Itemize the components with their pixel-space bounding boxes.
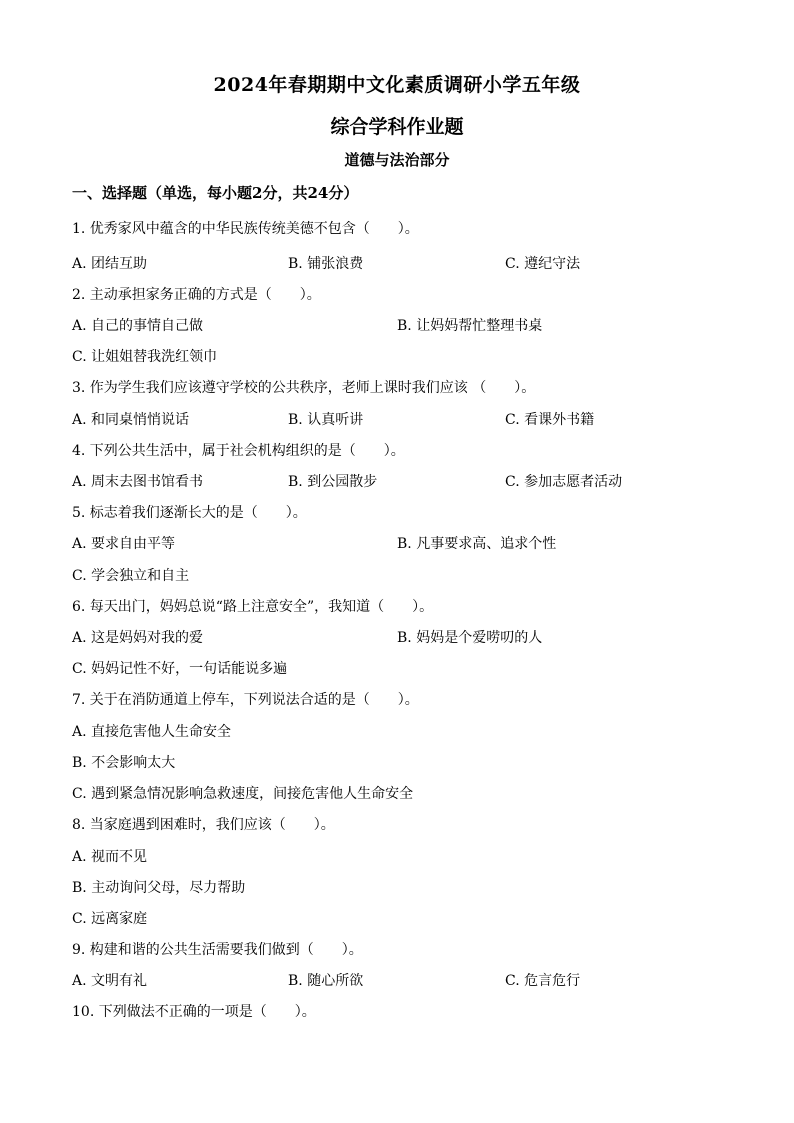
- option-a[interactable]: A. 周末去图书馆看书: [72, 474, 204, 490]
- option-a[interactable]: A. 文明有礼: [72, 973, 148, 989]
- option-a[interactable]: A. 和同桌悄悄说话: [72, 412, 190, 428]
- option-a[interactable]: A. 直接危害他人生命安全: [72, 724, 232, 740]
- option-b[interactable]: B. 妈妈是个爱唠叨的人: [397, 630, 543, 646]
- options-row: [72, 627, 672, 649]
- page-subtitle: 综合学科作业题: [330, 116, 464, 138]
- option-b[interactable]: B. 主动询问父母，尽力帮助: [72, 880, 246, 896]
- option-b[interactable]: B. 铺张浪费: [288, 256, 364, 272]
- subject-heading: 道德与法治部分: [344, 151, 450, 169]
- option-c[interactable]: C. 参加志愿者活动: [505, 474, 623, 490]
- option-b[interactable]: B. 到公园散步: [288, 474, 378, 490]
- option-b[interactable]: B. 不会影响太大: [72, 755, 176, 771]
- option-a[interactable]: A. 自己的事情自己做: [72, 318, 204, 334]
- option-c[interactable]: C. 远离家庭: [72, 911, 148, 927]
- options-row: [72, 315, 672, 337]
- option-c[interactable]: C. 让姐姐替我洗红领巾: [72, 349, 218, 365]
- option-a[interactable]: A. 这是妈妈对我的爱: [72, 630, 204, 646]
- question-stem: 5. 标志着我们逐渐长大的是（ ）。: [72, 505, 307, 521]
- option-c[interactable]: C. 遵纪守法: [505, 256, 581, 272]
- question-stem: 6. 每天出门，妈妈总说“路上注意安全”，我知道（ ）。: [72, 599, 434, 615]
- question-stem: 8. 当家庭遇到困难时，我们应该（ ）。: [72, 817, 335, 833]
- option-c[interactable]: C. 学会独立和自主: [72, 568, 190, 584]
- option-b[interactable]: B. 认真听讲: [288, 412, 364, 428]
- question-stem: 2. 主动承担家务正确的方式是（ ）。: [72, 287, 321, 303]
- option-b[interactable]: B. 让妈妈帮忙整理书桌: [397, 318, 543, 334]
- question-stem: 9. 构建和谐的公共生活需要我们做到（ ）。: [72, 942, 363, 958]
- options-row: [72, 471, 672, 493]
- question-stem: 3. 作为学生我们应该遵守学校的公共秩序，老师上课时我们应该 （ ）。: [72, 380, 536, 396]
- option-c[interactable]: C. 妈妈记性不好，一句话能说多遍: [72, 661, 288, 677]
- option-a[interactable]: A. 视而不见: [72, 849, 148, 865]
- option-c[interactable]: C. 遇到紧急情况影响急救速度，间接危害他人生命安全: [72, 786, 414, 802]
- option-a[interactable]: A. 要求自由平等: [72, 536, 176, 552]
- question-stem: 7. 关于在消防通道上停车，下列说法合适的是（ ）。: [72, 692, 419, 708]
- option-a[interactable]: A. 团结互助: [72, 256, 148, 272]
- question-stem: 10. 下列做法不正确的一项是（ ）。: [72, 1004, 316, 1020]
- option-b[interactable]: B. 随心所欲: [288, 973, 364, 989]
- section-heading: 一、选择题（单选，每小题2分，共24分）: [72, 184, 359, 202]
- options-row: [72, 970, 672, 992]
- question-stem: 4. 下列公共生活中，属于社会机构组织的是（ ）。: [72, 443, 405, 459]
- option-c[interactable]: C. 危言危行: [505, 973, 581, 989]
- options-row: [72, 533, 672, 555]
- page-title: 2024年春期期中文化素质调研小学五年级: [213, 74, 581, 96]
- question-stem: 1. 优秀家风中蕴含的中华民族传统美德不包含（ ）。: [72, 221, 419, 237]
- options-row: [72, 409, 672, 431]
- option-b[interactable]: B. 凡事要求高、追求个性: [397, 536, 557, 552]
- option-c[interactable]: C. 看课外书籍: [505, 412, 595, 428]
- options-row: [72, 253, 672, 275]
